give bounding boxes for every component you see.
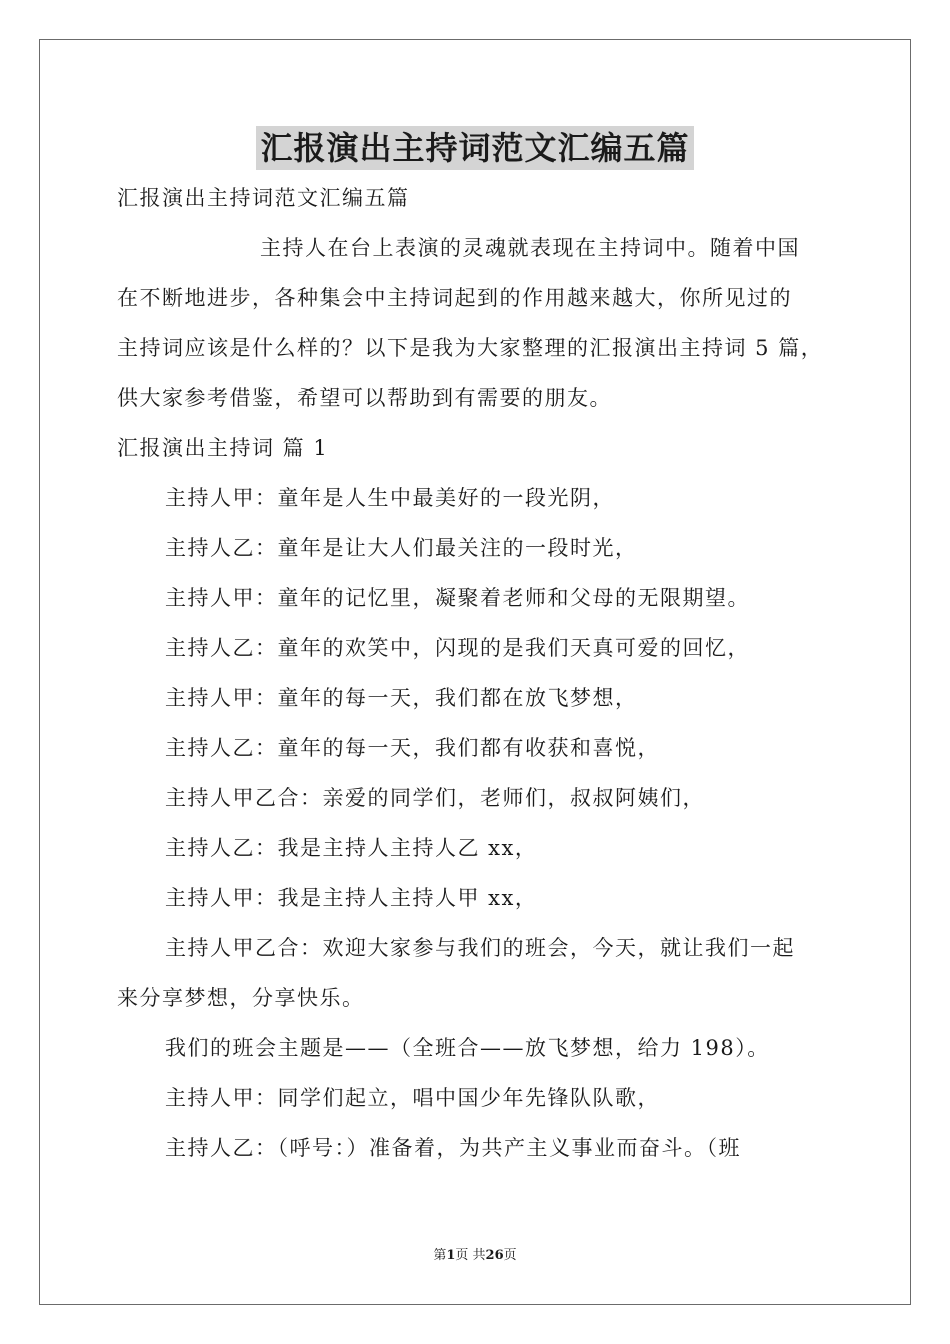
document-title: 汇报演出主持词范文汇编五篇 [256,126,693,170]
body-line: 主持人甲：我是主持人主持人甲 xx， [165,886,538,910]
page-label-prefix: 第 [433,1248,447,1263]
document-subtitle: 汇报演出主持词范文汇编五篇 [117,186,410,210]
page-footer [0,1247,950,1265]
intro-line: 主持人在台上表演的灵魂就表现在主持词中。随着中国 [260,236,800,260]
body-line: 主持人乙：童年的欢笑中，闪现的是我们天真可爱的回忆， [165,636,750,660]
body-line: 主持人乙：童年是让大人们最关注的一段时光， [165,536,638,560]
page-current-number: 1 [446,1248,456,1263]
page-frame [39,39,911,1305]
body-line: 主持人乙：我是主持人主持人乙 xx， [165,836,538,860]
body-line: 主持人甲：童年的记忆里，凝聚着老师和父母的无限期望。 [165,586,750,610]
body-line: 主持人甲：同学们起立，唱中国少年先锋队队歌， [165,1086,660,1110]
body-line: 主持人甲：童年的每一天，我们都在放飞梦想， [165,686,638,710]
body-line: 主持人乙：童年的每一天，我们都有收获和喜悦， [165,736,660,760]
page-label-suffix: 页 [503,1248,517,1263]
body-line: 主持人甲乙合：欢迎大家参与我们的班会，今天，就让我们一起 [165,936,795,960]
page-total-number: 26 [485,1248,504,1263]
body-line: 我们的班会主题是——（全班合——放飞梦想，给力 198）。 [165,1036,770,1060]
body-line: 主持人甲：童年是人生中最美好的一段光阴， [165,486,615,510]
body-line: 来分享梦想，分享快乐。 [117,986,365,1010]
intro-line: 供大家参考借鉴，希望可以帮助到有需要的朋友。 [117,386,612,410]
section-heading: 汇报演出主持词 篇 1 [117,436,329,460]
intro-line: 主持词应该是什么样的？以下是我为大家整理的汇报演出主持词 5 篇， [117,336,824,360]
body-line: 主持人乙：（呼号：）准备着，为共产主义事业而奋斗。（班 [165,1136,741,1160]
intro-line: 在不断地进步，各种集会中主持词起到的作用越来越大，你所见过的 [117,286,792,310]
page-label-mid: 页 共 [455,1248,486,1263]
title-container [0,126,950,170]
body-line: 主持人甲乙合：亲爱的同学们，老师们，叔叔阿姨们， [165,786,705,810]
